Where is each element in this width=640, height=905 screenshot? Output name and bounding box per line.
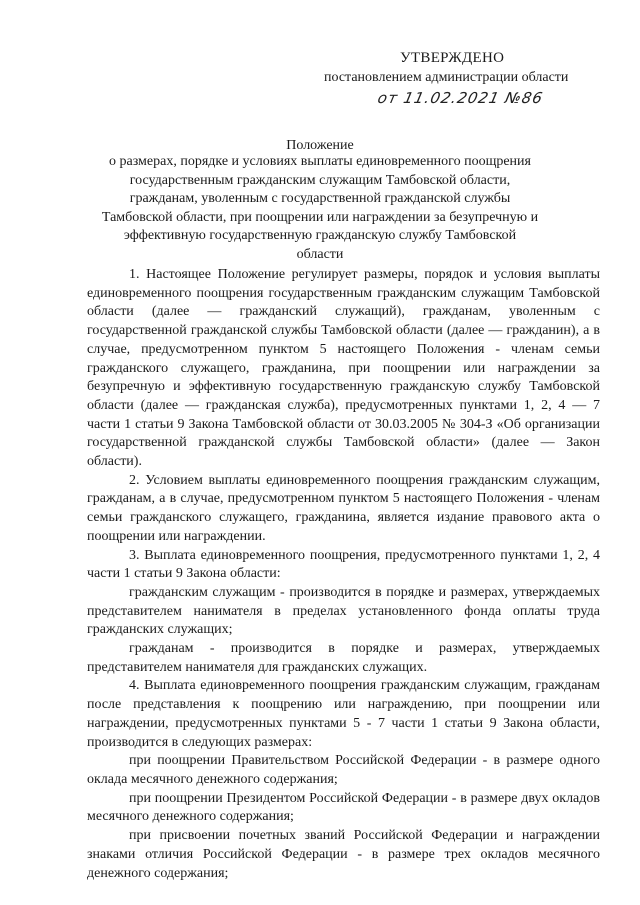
- paragraph-3-citizens: гражданам - производится в порядке и размерах, утверждаемых представителем нанимателя для гражданских служащих.: [87, 641, 600, 675]
- handwritten-date-text: от 11.02.2021 №86: [376, 89, 545, 107]
- approval-decree-line: постановлением администрации области: [324, 70, 569, 85]
- document-title-text: о размерах, порядке и условиях выплаты единовременного поощрения государственным гражданским служащим Тамбовской области, гражданам, уволенным с государственной гражданской службы Тамбовской области, при поощрении или награждении за безупречную и эффективную государственную гражданскую службу Тамбовской области: [101, 154, 539, 262]
- approval-stamp-title: УТВЕРЖДЕНО: [400, 50, 505, 66]
- paragraph-3-civil-servants: гражданским служащим - производится в порядке и размерах, утверждаемых представителем нанимателя в пределах установленного фонда оплаты труда гражданских служащих;: [87, 584, 600, 638]
- paragraph-4-honorary-titles: при присвоении почетных званий Российской Федерации и награждении знаками отличия Российской Федерации - в размере трех окладов месячного денежного содержания;: [87, 828, 600, 881]
- paragraph-4-government: при поощрении Правительством Российской Федерации - в размере одного оклада месячного денежного содержания;: [87, 753, 600, 787]
- paragraph-4: 4. Выплата единовременного поощрения гражданским служащим, гражданам после представления к поощрению или награждению, при поощрении или награждении, предусмотренных пунктами 5 - 7 части 1 статьи 9 Закона области, производится в следующих размерах:: [87, 678, 600, 750]
- document-body: [87, 266, 600, 883]
- paragraph-1: 1. Настоящее Положение регулирует размеры, порядок и условия выплаты единовременного поощрения государственным гражданским служащим Тамбовской области (далее — гражданский служащий), гражданам, уволенным с государственной гражданской службы Тамбовской области (далее — гражданин), а в случае, предусмотренном пунктом 5 настоящего Положения - членам семьи гражданского служащего, гражданина, при поощрении или награждении за безупречную и эффективную государственную гражданскую службу Тамбовской области (далее — гражданская служба), предусмотренных пунктами 1, 2, 4 — 7 части 1 статьи 9 Закона Тамбовской области от 30.03.2005 № 304-З «Об организации государственной гражданской службы Тамбовской области» (далее — Закон области).: [87, 267, 600, 470]
- paragraph-2: 2. Условием выплаты единовременного поощрения гражданским служащим, гражданам, а в случае, предусмотренном пунктом 5 настоящего Положения - членам семьи гражданского служащего, гражданина, является издание правового акта о поощрении или награждении.: [87, 472, 600, 544]
- paragraph-3: 3. Выплата единовременного поощрения, предусмотренного пунктами 1, 2, 4 части 1 статьи 9 Закона области:: [87, 547, 600, 582]
- document-heading: Положение: [286, 138, 354, 153]
- paragraph-4-president: при поощрении Президентом Российской Федерации - в размере двух окладов месячного денежного содержания;: [87, 790, 600, 825]
- handwritten-date-number: [378, 89, 548, 111]
